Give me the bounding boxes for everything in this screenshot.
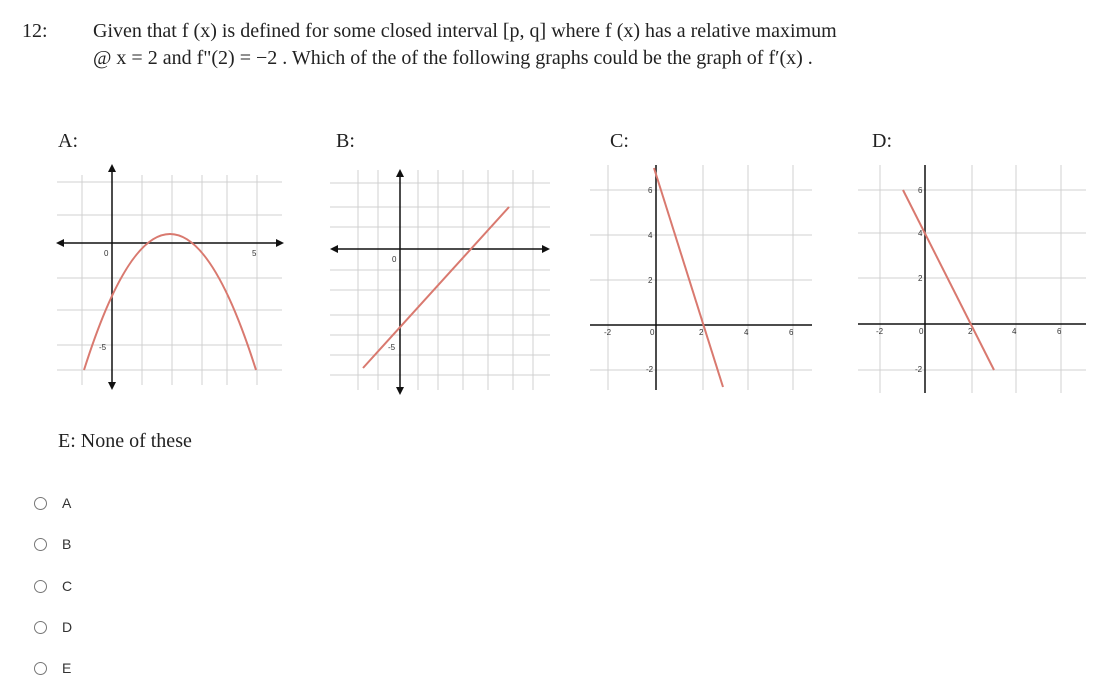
graph-d-tick-x6: 6 [1057,327,1062,336]
graph-c [590,165,815,395]
graph-d-tick-y2: 2 [918,274,923,283]
graph-c-tick-y6: 6 [648,186,653,195]
choice-c[interactable] [34,575,72,597]
radio-icon[interactable] [34,497,47,510]
graph-a-curve [84,234,256,370]
radio-icon[interactable] [34,621,47,634]
choice-label: B [62,536,72,552]
graph-b-origin-tick: 0 [392,255,397,264]
graph-c-tick-ym2: -2 [646,365,654,374]
graph-b-label: B: [336,130,355,152]
question-line-1: Given that f (x) is defined for some closed interval [p, q] where f (x) has a relative maximum [93,20,837,42]
choice-e[interactable] [34,657,71,679]
graph-d-tick-y4: 4 [918,229,923,238]
graph-a-origin-tick: 0 [104,249,109,258]
graph-a-y-tick: -5 [99,343,107,352]
graph-c-tick-y2: 2 [648,276,653,285]
graph-c-line [654,168,723,387]
choice-label: D [62,619,73,635]
choice-d[interactable] [34,616,72,638]
graph-d-tick-x4: 4 [1012,327,1017,336]
choice-b[interactable] [34,533,71,555]
graph-d-tick-xm2: -2 [876,327,884,336]
choice-label: A [62,495,72,511]
option-e-text: E: None of these [58,430,192,452]
graph-c-tick-x4: 4 [744,328,749,337]
graph-d [858,165,1088,395]
graph-c-tick-xm2: -2 [604,328,612,337]
graph-d-tick-origin: 0 [919,327,924,336]
graph-d-tick-x2: 2 [968,327,973,336]
question-number: 12: [22,20,48,42]
choice-a[interactable] [34,492,71,514]
graph-c-tick-origin: 0 [650,328,655,337]
graph-a-label: A: [58,130,78,152]
graph-c-tick-y4: 4 [648,231,653,240]
graph-a [52,160,287,390]
graph-c-label: C: [610,130,629,152]
choice-label: E [62,660,72,676]
graph-c-tick-x2: 2 [699,328,704,337]
graph-a-x-tick: 5 [252,249,257,258]
radio-icon[interactable] [34,538,47,551]
radio-icon[interactable] [34,580,47,593]
graph-d-line [903,190,994,370]
graph-b-y-tick: -5 [388,343,396,352]
graph-b [328,165,553,395]
radio-icon[interactable] [34,662,47,675]
question-text [93,18,837,72]
choice-label: C [62,578,73,594]
graph-b-line [363,207,509,368]
graph-d-tick-ym2: -2 [915,365,923,374]
graph-d-tick-y6: 6 [918,186,923,195]
question-line-2: @ x = 2 and f"(2) = −2 . Which of the of the following graphs could be the graph of f′(x) . [93,47,813,69]
graph-d-label: D: [872,130,892,152]
graph-c-tick-x6: 6 [789,328,794,337]
